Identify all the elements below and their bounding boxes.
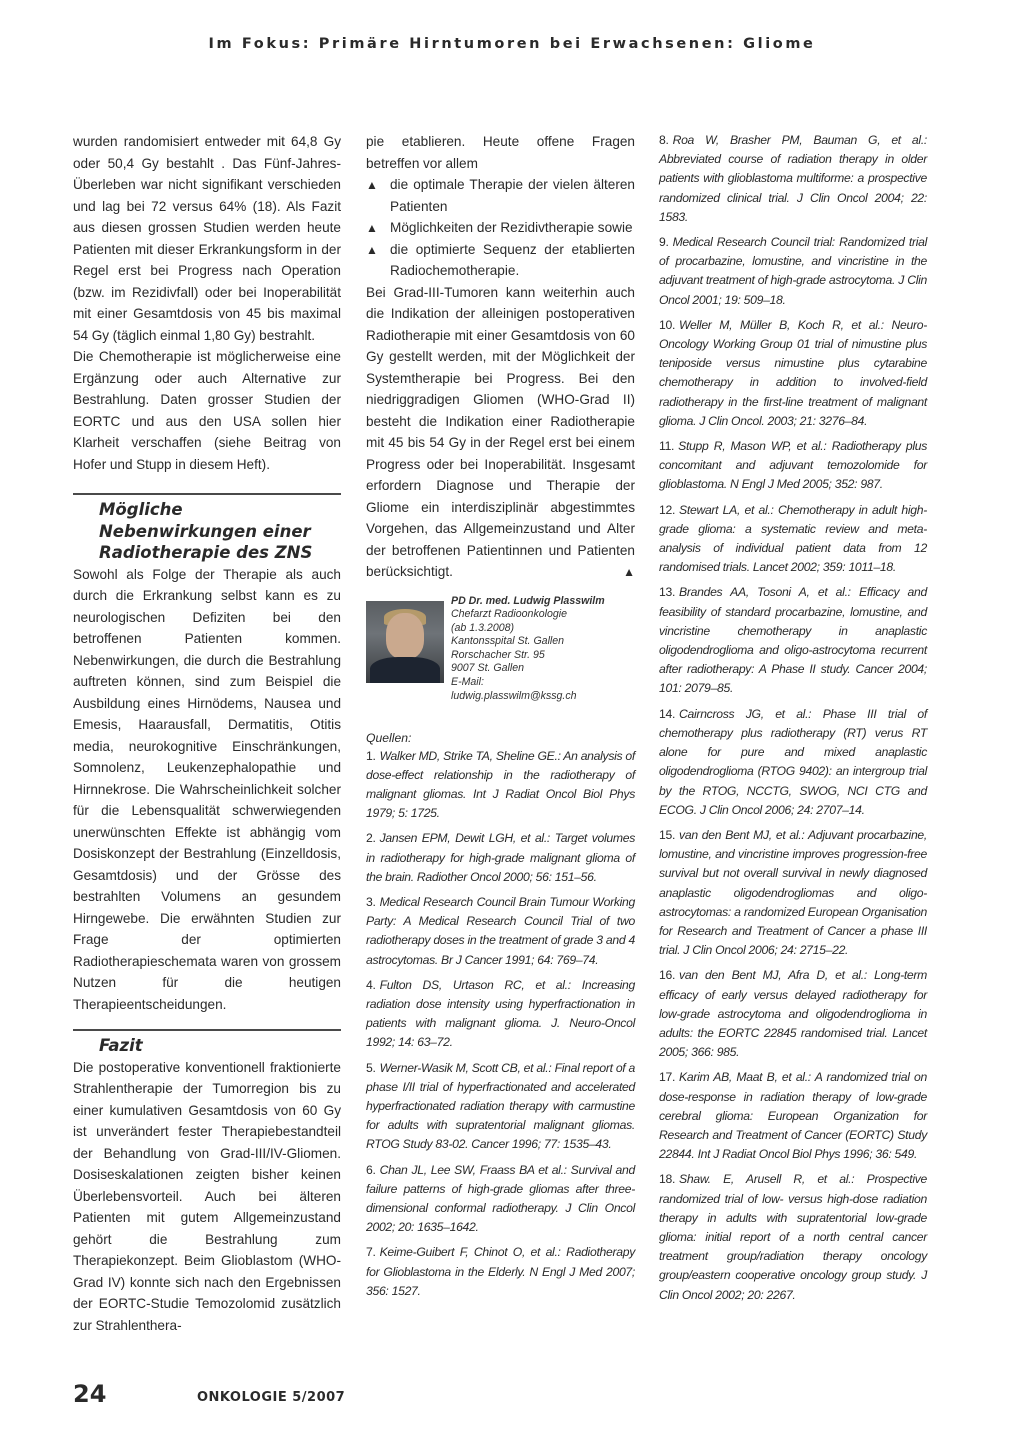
references-title: Quellen: bbox=[366, 730, 412, 745]
author-email: ludwig.plasswilm@kssg.ch bbox=[451, 689, 577, 702]
triangle-bullet-icon: ▲ bbox=[366, 178, 378, 192]
author-line: Chefarzt Radioonkologie bbox=[451, 608, 568, 621]
column-3 bbox=[659, 131, 927, 1311]
section-heading: Fazit bbox=[99, 1036, 143, 1055]
body-paragraph: wurden randomisiert entweder mit 64,8 Gy oder 50,4 Gy bestahlt . Das Fünf-Jahres-Überleben war nicht signifikant verschieden und lag bei 72 versus 64% (18). Als Fazit aus diesen grossen Studien werden heute Patienten mit dieser Erkrankungsform in der Regel erst bei Progress nach Operation (bzw. im Rezidivfall) oder bei Inoperabilität mit einer Gesamtdosis von 45 bis maximal 54 Gy (täglich einmal 1,80 Gy) bestrahlt. bbox=[73, 134, 341, 343]
reference-item: 16. van den Bent MJ, Afra D, et al.: Long-term efficacy of early versus delayed radiotherapy for low-grade astrocytoma and oligodendroglioma in adults: the EORTC 22845 randomised trial. Lancet 2005; 366: 985. bbox=[659, 968, 927, 1060]
reference-item: 15. van den Bent MJ, et al.: Adjuvant procarbazine, lomustine, and vincristine improves progression-free survival but not overall survival in newly diagnosed anaplastic oligodendrogliomas and oligo-astrocytomas: a randomized European Organisation for Research and Treatment of Cancer a phase III trial. J Clin Oncol 2006; 24: 2715–22. bbox=[659, 827, 927, 958]
references-list-part-2 bbox=[659, 131, 927, 1305]
author-photo bbox=[366, 601, 444, 683]
list-item: ▲ die optimierte Sequenz der etablierten Radiochemotherapie. bbox=[366, 241, 635, 278]
bullet-list bbox=[366, 174, 635, 282]
author-line: Kantonsspital St. Gallen bbox=[451, 635, 565, 648]
reference-item: 5. Werner-Wasik M, Scott CB, et al.: Final report of a phase I/II trial of hyperfractionated and accelerated hyperfractionated radiation therapy with carmustine for adults with supratentorial malignant gliomas. RTOG Study 83-02. Cancer 1996; 77: 1535–43. bbox=[366, 1060, 635, 1152]
body-paragraph: pie etablieren. Heute offene Fragen betreffen vor allem bbox=[366, 134, 635, 171]
body-paragraph: Bei Grad-III-Tumoren kann weiterhin auch die Indikation der alleinigen postoperativen Radiotherapie mit einer Gesamtdosis von 60 Gy gestellt werden, mit der Möglichkeit der Systemtherapie bei Progress. Bei den niedriggradigen Gliomen (WHO-Grad II) besteht die Indikation einer Radiotherapie mit 45 bis 54 Gy in der Regel erst bei einem Progress oder bei Inoperabilität. Insgesamt erfordern Diagnose und Therapie der Gliome ein interdisziplinär abgestimmtes Vorgehen, das Allgemeinzustand und Alter der betroffenen Patientinnen und Patienten berücksichtigt. ▲ bbox=[366, 282, 635, 583]
reference-item: 2. Jansen EPM, Dewit LGH, et al.: Target volumes in radiotherapy for high-grade malignant glioma of the brain. Radiother Oncol 2000; 56: 151–56. bbox=[366, 831, 635, 884]
reference-item: 1. Walker MD, Strike TA, Sheline GE.: An analysis of dose-effect relationship in the radiotherapy of malignant gliomas. Int J Radiat Oncol Biol Phys 1979; 5: 1725. bbox=[366, 748, 635, 821]
running-head: Im Fokus: Primäre Hirntumoren bei Erwachsenen: Gliome bbox=[208, 36, 816, 52]
reference-item: 11. Stupp R, Mason WP, et al.: Radiotherapy plus concomitant and adjuvant temozolomide for glioblastoma. N Engl J Med 2005; 352: 987. bbox=[659, 439, 927, 492]
reference-item: 3. Medical Research Council Brain Tumour Working Party: A Medical Research Council Trial of two radiotherapy doses in the treatment of grade 3 and 4 astrocytomas. Br J Cancer 1991; 64: 769–74. bbox=[366, 894, 635, 967]
reference-item: 8. Roa W, Brasher PM, Bauman G, et al.: Abbreviated course of radiation therapy in older patients with glioblastoma multiforme: a prospective randomized clinical trial. J Clin Oncol 2004; 22: 1583. bbox=[659, 133, 927, 224]
reference-item: 17. Karim AB, Maat B, et al.: A randomized trial on dose-response in radiation therapy of low-grade cerebral glioma: European Organization for Research and Treatment of Cancer (EORTC) Study 22844. Int J Radiat Oncol Biol Phys 1996; 36: 549. bbox=[659, 1070, 927, 1162]
reference-item: 7. Keime-Guibert F, Chinot O, et al.: Radiotherapy for Glioblastoma in the Elderly. N Engl J Med 2007; 356: 1527. bbox=[366, 1245, 635, 1298]
references-list-part-1 bbox=[366, 747, 635, 1301]
reference-item: 14. Cairncross JG, et al.: Phase III trial of chemotherapy plus radiotherapy (RT) verus RT alone for pure and mixed anaplastic oligodendroglioma (RTOG 9402): an intergroup trial by the RTOG, NCCTG, SWOG, NCI CTG and ECOG. J Clin Oncol 2006; 24: 2707–14. bbox=[659, 706, 927, 817]
section-side-effects bbox=[73, 493, 341, 1015]
triangle-bullet-icon: ▲ bbox=[366, 242, 378, 257]
list-item: ▲ die optimale Therapie der vielen älteren Patienten bbox=[366, 177, 635, 214]
author-line: Rorschacher Str. 95 bbox=[451, 648, 545, 661]
reference-item: 10. Weller M, Müller B, Koch R, et al.: Neuro-Oncology Working Group 01 trial of nimustine plus teniposide versus nimustine plus cytarabine chemotherapy in addition to involved-field radiotherapy in the first-line treatment of malignant glioma. J Clin Oncol. 2003; 21: 3276–84. bbox=[659, 317, 927, 428]
reference-item: 9. Medical Research Council trial: Randomized trial of procarbazine, lomustine, and vincristine in the adjuvant treatment of high-grade astrocytoma. J Clin Oncol 2001; 19: 509–18. bbox=[659, 235, 927, 307]
reference-item: 13. Brandes AA, Tosoni A, et al.: Efficacy and feasibility of standard procarbazine, lomustine, and vincristine chemotherapy in anaplastic oligodendroglioma and oligo-astrocytoma recurrent after radiotherapy: A Phase II study. Cancer 2004; 101: 2079–85. bbox=[659, 585, 927, 696]
section-heading: Mögliche Nebenwirkungen einer Radiotherapie des ZNS bbox=[99, 500, 313, 562]
body-paragraph: Sowohl als Folge der Therapie als auch durch die Erkrankung selbst kann es zu neurologischen Defiziten bei den betroffenen Patienten kommen. Nebenwirkungen, die durch die Bestrahlung auftreten können, sind zum Beispiel die Ausbildung eines Hirnödems, Nausea und Emesis, Haarausfall, Dermatitis, Otitis media, neurokognitive Einschränkungen, Somnolenz, Leukenzephalopathie und Hirnnekrose. Die Wahrscheinlichkeit solcher für die Lebensqualität schwerwiegenden unerwünschten Effekte ist abhängig vom Dosiskonzept der Bestrahlung (Einzelldosis, Gesamtdosis) und der Grösse des bestrahlten Volumens an gesundem Hirngewebe. Die erwähnten Studien zur Frage der optimierten Radiotherapieschemata waren von grossem Nutzen für die heutigen Therapieentscheidungen. bbox=[73, 566, 341, 1012]
author-line: (ab 1.3.2008) bbox=[451, 621, 515, 634]
reference-item: 12. Stewart LA, et al.: Chemotherapy in adult high-grade glioma: a systematic review and meta-analysis of individual patient data from 12 randomised trials. Lancet 2002; 359: 1011–18. bbox=[659, 502, 927, 575]
triangle-up-icon: ▲ bbox=[623, 565, 635, 579]
body-paragraph: Die postoperative konventionell fraktionierte Strahlentherapie der Tumorregion bis zu einer kumulativen Gesamtdosis von 60 Gy ist unverändert fester Therapiebestandteil der Behandlung von Grad-III/IV-Gliomen. Dosiseskalationen zeigten bisher keinen Überlebensvorteil. Auch bei älteren Patienten mit gutem Allgemeinzustand gehört die Bestrahlung zum Therapiekonzept. Beim Glioblastom (WHO-Grad IV) konnte sich nach den Ergebnissen der EORTC-Studie Temozolomid zusätzlich zur Strahlenthera- bbox=[73, 1059, 341, 1333]
journal-issue: ONKOLOGIE 5/2007 bbox=[197, 1390, 346, 1405]
reference-item: 6. Chan JL, Lee SW, Fraass BA et al.: Survival and failure patterns of high-grade gliomas after three-dimensional conformal radiotherapy. J Clin Oncol 2002; 20: 1635–1642. bbox=[366, 1162, 635, 1235]
author-info bbox=[451, 595, 635, 704]
author-name: PD Dr. med. Ludwig Plasswilm bbox=[451, 594, 605, 607]
author-line: 9007 St. Gallen bbox=[451, 662, 525, 675]
reference-item: 18. Shaw. E, Arusell R, et al.: Prospective randomized trial of low- versus high-dose radiation therapy in adults with supratentorial low-grade glioma: initial report of a north central cancer treatment group/radiation therapy oncology group/eastern cooperative oncology group study. J Clin Oncol 2002; 20: 2267. bbox=[659, 1172, 927, 1302]
list-item: ▲ Möglichkeiten der Rezidivtherapie sowie bbox=[366, 217, 635, 239]
body-paragraph: Die Chemotherapie ist möglicherweise eine Ergänzung oder auch Alternative zur Bestrahlung. Daten grosser Studien der EORTC und aus den USA sollen hier Klarheit verschaffen (siehe Beitrag von Hofer und Stupp in diesem Heft). bbox=[73, 349, 341, 472]
section-conclusion bbox=[73, 1029, 341, 1336]
author-box bbox=[366, 595, 635, 715]
triangle-bullet-icon: ▲ bbox=[366, 221, 378, 235]
column-1 bbox=[73, 131, 341, 1336]
column-2 bbox=[366, 131, 635, 1307]
reference-item: 4. Fulton DS, Urtason RC, et al.: Increasing radiation dose intensity using hyperfractionation in patients with malignant glioma. J. Neuro-Oncol 1992; 14: 63–72. bbox=[366, 977, 635, 1050]
page-number: 24 bbox=[73, 1380, 107, 1408]
author-line: E-Mail: bbox=[451, 676, 484, 689]
